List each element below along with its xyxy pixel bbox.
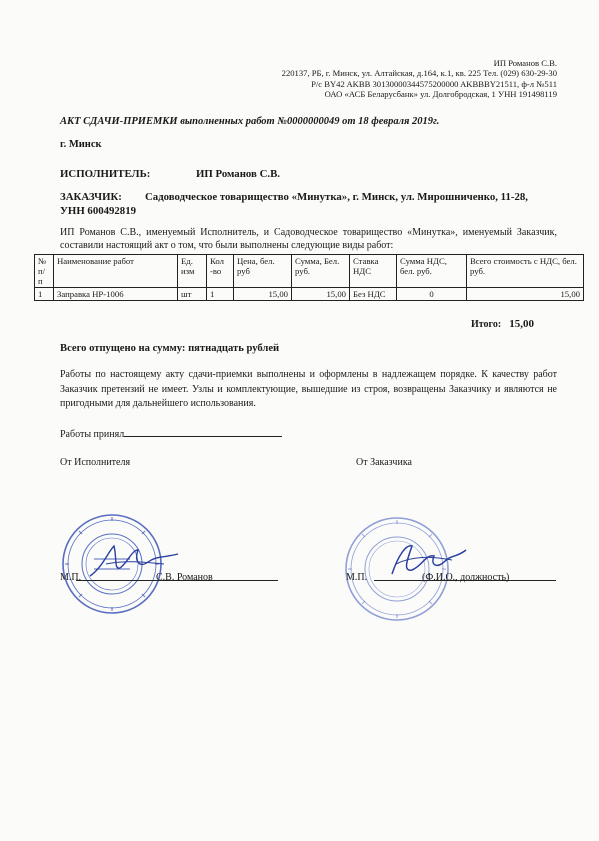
works-table	[34, 254, 584, 301]
executor-value: ИП Романов С.В.	[196, 168, 280, 180]
header-name: Наименование работ	[54, 255, 178, 288]
executor-signer-name: С.В. Романов	[156, 572, 213, 583]
cell-sum: 15,00	[292, 288, 350, 301]
cell-price: 15,00	[234, 288, 292, 301]
header-num: № п/ п	[35, 255, 54, 288]
cell-unit: шт	[178, 288, 207, 301]
total-value: 15,00	[509, 318, 534, 330]
document-city: г. Минск	[60, 139, 102, 150]
total-line	[471, 318, 534, 330]
accepted-line	[60, 427, 282, 440]
intro-paragraph: ИП Романов С.В., именуемый Исполнитель, и Садоводческое товарищество «Минутка», именуемый Заказчик, составили настоящий акт о том, что были выполнены следующие виды работ:	[60, 227, 557, 251]
header-qty: Кол -во	[207, 255, 234, 288]
customer-signer-name: (Ф.И.О., должность)	[422, 572, 510, 583]
from-customer-label: От Заказчика	[356, 457, 412, 468]
company-name: ИП Романов С.В.	[493, 58, 557, 68]
header-vat-sum: Сумма НДС, бел. руб.	[397, 255, 467, 288]
customer-value: Садоводческое товарищество «Минутка», г. Минск, ул. Мирошниченко, 11-28, УНН 600492819	[60, 191, 528, 217]
table-header-row	[35, 255, 584, 288]
customer-label: ЗАКАЗЧИК:	[60, 191, 122, 203]
executor-stamp	[60, 512, 164, 616]
accepted-signature-line	[124, 427, 282, 437]
customer-mp-label: М.П.	[346, 572, 368, 583]
cell-vat-sum: 0	[397, 288, 467, 301]
cell-vat-rate: Без НДС	[350, 288, 397, 301]
company-bank: ОАО «АСБ Беларусбанк» ул. Долгобродская, 1 УНН 191498119	[324, 88, 557, 99]
cell-total: 15,00	[467, 288, 584, 301]
cell-num: 1	[35, 288, 54, 301]
company-account: Р/с BY42 AKBB 30130000344575200000 AKBBBY21511, ф-л №511	[311, 78, 557, 89]
header-vat-rate: Ставка НДС	[350, 255, 397, 288]
released-amount: Всего отпущено на сумму: пятнадцать рублей	[60, 343, 280, 354]
company-requisites	[282, 58, 557, 99]
header-sum: Сумма, Бел. руб.	[292, 255, 350, 288]
cell-qty: 1	[207, 288, 234, 301]
header-price: Цена, бел. руб	[234, 255, 292, 288]
table-row	[35, 288, 584, 301]
accepted-label: Работы принял	[60, 429, 125, 440]
executor-label: ИСПОЛНИТЕЛЬ:	[60, 168, 151, 180]
cell-name: Заправка HP-1006	[54, 288, 178, 301]
total-label: Итого:	[471, 319, 502, 330]
company-address: 220137, РБ, г. Минск, ул. Алтайская, д.164, к.1, кв. 225 Тел. (029) 630-29-30	[281, 68, 557, 79]
document-title: АКТ СДАЧИ-ПРИЕМКИ выполненных работ №0000000049 от 18 февраля 2019г.	[60, 116, 440, 127]
header-total: Всего стоимость с НДС, бел. руб.	[467, 255, 584, 288]
customer-stamp	[342, 514, 452, 624]
body-paragraph: Работы по настоящему акту сдачи-приемки выполнены и оформлены в надлежащем порядке. К качеству работ Заказчик претензий не имеет. Узлы и комплектующие, вышедшие из строя, возвращены Заказчику и являются не пригодными для дальнейшего использования.	[60, 369, 557, 409]
executor-block	[60, 168, 280, 180]
header-unit: Ед. изм	[178, 255, 207, 288]
from-executor-label: От Исполнителя	[60, 457, 131, 468]
customer-block	[60, 191, 555, 218]
executor-mp-label: М.П.	[60, 572, 82, 583]
